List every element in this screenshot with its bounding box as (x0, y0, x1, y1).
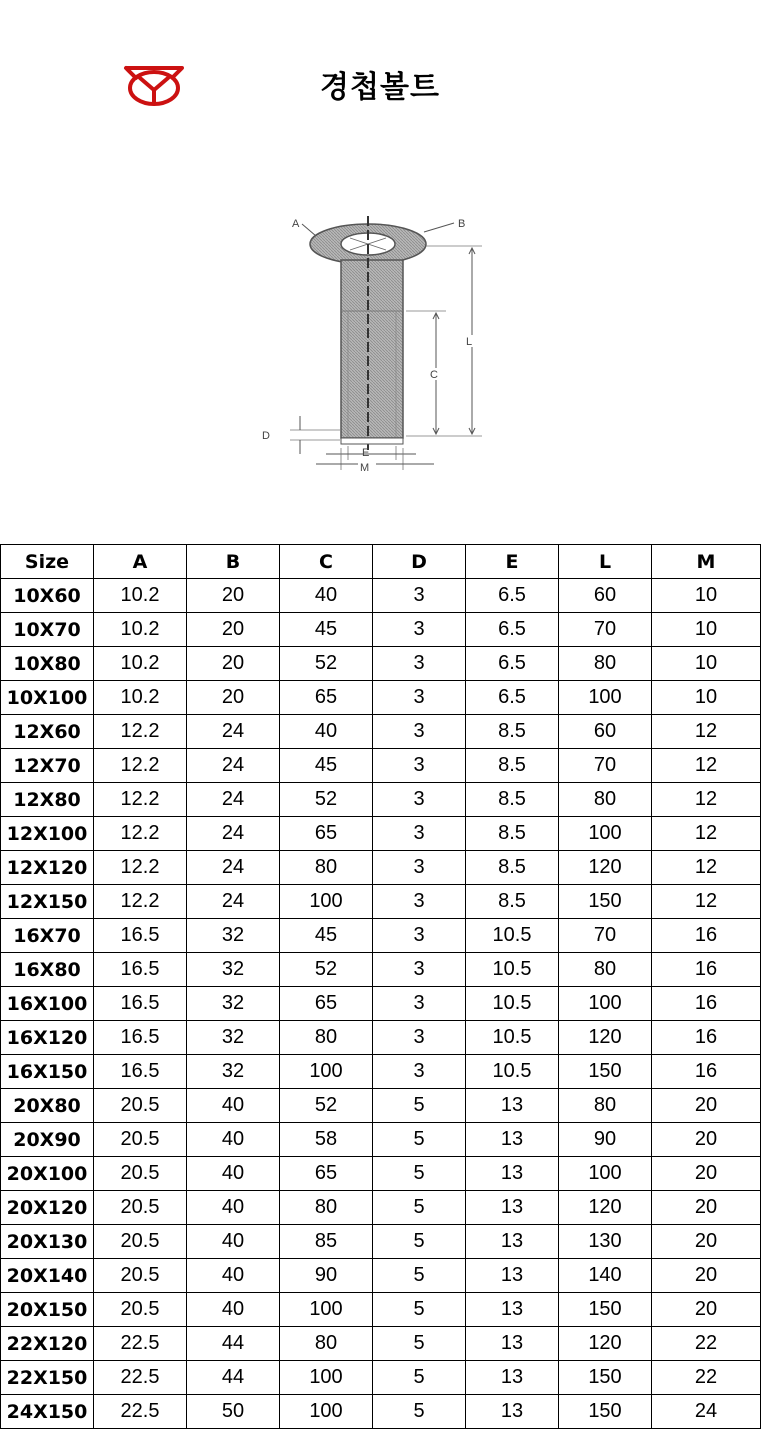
table-header-row (1, 545, 761, 579)
cell-m: 10 (652, 613, 761, 647)
cell-b: 40 (187, 1259, 280, 1293)
cell-a: 12.2 (94, 851, 187, 885)
cell-b: 20 (187, 681, 280, 715)
cell-a: 16.5 (94, 1055, 187, 1089)
cell-b: 40 (187, 1191, 280, 1225)
cell-e: 10.5 (466, 987, 559, 1021)
header-b: B (187, 545, 280, 579)
cell-l: 80 (559, 953, 652, 987)
cell-size: 12X80 (1, 783, 94, 817)
cell-l: 120 (559, 851, 652, 885)
cell-b: 40 (187, 1157, 280, 1191)
cell-e: 13 (466, 1259, 559, 1293)
cell-l: 70 (559, 749, 652, 783)
cell-m: 16 (652, 1055, 761, 1089)
cell-l: 80 (559, 647, 652, 681)
cell-c: 80 (280, 1191, 373, 1225)
table-row (1, 681, 761, 715)
cell-l: 100 (559, 1157, 652, 1191)
cell-c: 52 (280, 1089, 373, 1123)
cell-b: 40 (187, 1225, 280, 1259)
cell-size: 12X100 (1, 817, 94, 851)
table-row (1, 1361, 761, 1395)
cell-b: 32 (187, 987, 280, 1021)
cell-e: 13 (466, 1395, 559, 1429)
cell-a: 20.5 (94, 1225, 187, 1259)
cell-a: 20.5 (94, 1157, 187, 1191)
cell-c: 52 (280, 647, 373, 681)
cell-e: 6.5 (466, 579, 559, 613)
cell-d: 3 (373, 783, 466, 817)
cell-a: 12.2 (94, 749, 187, 783)
table-row (1, 953, 761, 987)
cell-e: 6.5 (466, 647, 559, 681)
cell-d: 3 (373, 953, 466, 987)
cell-a: 16.5 (94, 1021, 187, 1055)
cell-m: 20 (652, 1259, 761, 1293)
table-row (1, 1157, 761, 1191)
table-row (1, 817, 761, 851)
cell-d: 3 (373, 647, 466, 681)
cell-c: 65 (280, 817, 373, 851)
cell-d: 3 (373, 613, 466, 647)
table-row (1, 749, 761, 783)
cell-c: 100 (280, 1293, 373, 1327)
cell-b: 20 (187, 613, 280, 647)
cell-e: 13 (466, 1123, 559, 1157)
cell-d: 3 (373, 749, 466, 783)
cell-a: 12.2 (94, 783, 187, 817)
cell-d: 5 (373, 1157, 466, 1191)
cell-c: 52 (280, 783, 373, 817)
cell-a: 12.2 (94, 715, 187, 749)
cell-a: 22.5 (94, 1327, 187, 1361)
cell-m: 10 (652, 579, 761, 613)
cell-e: 10.5 (466, 919, 559, 953)
label-c: C (430, 369, 438, 381)
cell-e: 6.5 (466, 613, 559, 647)
hinge-bolt-diagram (256, 208, 506, 478)
cell-a: 10.2 (94, 647, 187, 681)
table-row (1, 647, 761, 681)
label-b: B (458, 218, 466, 230)
table-row (1, 783, 761, 817)
cell-e: 13 (466, 1191, 559, 1225)
table-row (1, 579, 761, 613)
cell-d: 3 (373, 817, 466, 851)
cell-m: 12 (652, 749, 761, 783)
table-row (1, 1089, 761, 1123)
cell-a: 20.5 (94, 1191, 187, 1225)
cell-b: 32 (187, 919, 280, 953)
cell-l: 80 (559, 1089, 652, 1123)
cell-m: 24 (652, 1395, 761, 1429)
cell-b: 32 (187, 1021, 280, 1055)
cell-d: 5 (373, 1395, 466, 1429)
cell-a: 20.5 (94, 1123, 187, 1157)
label-a: A (292, 218, 300, 230)
cell-c: 45 (280, 613, 373, 647)
cell-m: 20 (652, 1293, 761, 1327)
cell-size: 20X90 (1, 1123, 94, 1157)
cell-a: 20.5 (94, 1293, 187, 1327)
cell-b: 24 (187, 749, 280, 783)
cell-m: 22 (652, 1361, 761, 1395)
cell-d: 5 (373, 1259, 466, 1293)
cell-a: 12.2 (94, 817, 187, 851)
cell-a: 10.2 (94, 579, 187, 613)
cell-b: 40 (187, 1123, 280, 1157)
cell-l: 150 (559, 1395, 652, 1429)
header-e: E (466, 545, 559, 579)
cell-b: 24 (187, 851, 280, 885)
cell-size: 10X60 (1, 579, 94, 613)
label-m: M (360, 462, 370, 474)
cell-l: 150 (559, 1055, 652, 1089)
cell-l: 70 (559, 919, 652, 953)
cell-c: 52 (280, 953, 373, 987)
cell-e: 13 (466, 1157, 559, 1191)
cell-size: 10X70 (1, 613, 94, 647)
header-a: A (94, 545, 187, 579)
cell-e: 10.5 (466, 1055, 559, 1089)
cell-c: 80 (280, 1021, 373, 1055)
cell-c: 45 (280, 919, 373, 953)
cell-size: 16X80 (1, 953, 94, 987)
cell-size: 20X150 (1, 1293, 94, 1327)
table-row (1, 885, 761, 919)
cell-e: 8.5 (466, 749, 559, 783)
label-l: L (466, 336, 473, 348)
table-row (1, 613, 761, 647)
cell-l: 120 (559, 1191, 652, 1225)
cell-c: 65 (280, 681, 373, 715)
cell-a: 22.5 (94, 1361, 187, 1395)
cell-m: 16 (652, 953, 761, 987)
cell-l: 100 (559, 987, 652, 1021)
cell-d: 3 (373, 715, 466, 749)
cell-b: 24 (187, 783, 280, 817)
cell-m: 20 (652, 1089, 761, 1123)
cell-a: 16.5 (94, 987, 187, 1021)
cell-c: 65 (280, 1157, 373, 1191)
cell-c: 58 (280, 1123, 373, 1157)
cell-b: 44 (187, 1361, 280, 1395)
cell-c: 45 (280, 749, 373, 783)
cell-b: 40 (187, 1293, 280, 1327)
cell-c: 100 (280, 1055, 373, 1089)
header-l: L (559, 545, 652, 579)
cell-l: 100 (559, 681, 652, 715)
cell-e: 13 (466, 1293, 559, 1327)
cell-size: 22X150 (1, 1361, 94, 1395)
cell-d: 3 (373, 851, 466, 885)
cell-m: 20 (652, 1123, 761, 1157)
cell-c: 40 (280, 579, 373, 613)
cell-d: 3 (373, 1055, 466, 1089)
cell-d: 3 (373, 681, 466, 715)
table-row (1, 1293, 761, 1327)
spec-table (0, 544, 761, 1429)
cell-size: 16X100 (1, 987, 94, 1021)
table-row (1, 1021, 761, 1055)
cell-e: 13 (466, 1361, 559, 1395)
cell-size: 10X100 (1, 681, 94, 715)
cell-m: 22 (652, 1327, 761, 1361)
cell-size: 24X150 (1, 1395, 94, 1429)
table-row (1, 1259, 761, 1293)
cell-a: 16.5 (94, 953, 187, 987)
cell-a: 16.5 (94, 919, 187, 953)
header-d: D (373, 545, 466, 579)
cell-b: 20 (187, 647, 280, 681)
cell-a: 12.2 (94, 885, 187, 919)
cell-d: 3 (373, 579, 466, 613)
cell-e: 13 (466, 1225, 559, 1259)
cell-e: 8.5 (466, 885, 559, 919)
cell-m: 20 (652, 1191, 761, 1225)
cell-d: 5 (373, 1361, 466, 1395)
cell-c: 100 (280, 1361, 373, 1395)
cell-d: 5 (373, 1327, 466, 1361)
cell-size: 12X150 (1, 885, 94, 919)
cell-a: 22.5 (94, 1395, 187, 1429)
cell-c: 80 (280, 851, 373, 885)
cell-size: 20X140 (1, 1259, 94, 1293)
table-row (1, 1055, 761, 1089)
cell-b: 24 (187, 885, 280, 919)
cell-b: 24 (187, 715, 280, 749)
label-d: D (262, 430, 270, 442)
cell-e: 6.5 (466, 681, 559, 715)
cell-b: 40 (187, 1089, 280, 1123)
cell-size: 12X70 (1, 749, 94, 783)
cell-m: 16 (652, 919, 761, 953)
cell-e: 10.5 (466, 1021, 559, 1055)
cell-l: 120 (559, 1327, 652, 1361)
cell-size: 20X130 (1, 1225, 94, 1259)
cell-l: 60 (559, 579, 652, 613)
cell-size: 10X80 (1, 647, 94, 681)
table-row (1, 715, 761, 749)
cell-a: 20.5 (94, 1259, 187, 1293)
cell-l: 130 (559, 1225, 652, 1259)
cell-c: 80 (280, 1327, 373, 1361)
cell-m: 12 (652, 783, 761, 817)
cell-l: 70 (559, 613, 652, 647)
cell-l: 80 (559, 783, 652, 817)
cell-d: 5 (373, 1123, 466, 1157)
cell-e: 8.5 (466, 817, 559, 851)
cell-m: 16 (652, 1021, 761, 1055)
cell-l: 150 (559, 1293, 652, 1327)
cell-m: 12 (652, 715, 761, 749)
cell-size: 16X70 (1, 919, 94, 953)
cell-m: 10 (652, 681, 761, 715)
cell-c: 100 (280, 885, 373, 919)
cell-d: 3 (373, 987, 466, 1021)
page-title: 경첩볼트 (320, 70, 440, 105)
cell-size: 16X120 (1, 1021, 94, 1055)
cell-l: 150 (559, 885, 652, 919)
valve-logo-icon (122, 64, 186, 108)
cell-m: 20 (652, 1225, 761, 1259)
cell-size: 12X120 (1, 851, 94, 885)
cell-e: 10.5 (466, 953, 559, 987)
cell-b: 24 (187, 817, 280, 851)
cell-m: 20 (652, 1157, 761, 1191)
cell-size: 20X80 (1, 1089, 94, 1123)
cell-b: 50 (187, 1395, 280, 1429)
table-row (1, 851, 761, 885)
cell-b: 32 (187, 1055, 280, 1089)
cell-d: 3 (373, 885, 466, 919)
cell-size: 20X120 (1, 1191, 94, 1225)
cell-l: 120 (559, 1021, 652, 1055)
header-size: Size (1, 545, 94, 579)
cell-m: 12 (652, 817, 761, 851)
cell-e: 8.5 (466, 783, 559, 817)
cell-l: 150 (559, 1361, 652, 1395)
cell-m: 12 (652, 885, 761, 919)
table-row (1, 1191, 761, 1225)
cell-size: 22X120 (1, 1327, 94, 1361)
cell-c: 90 (280, 1259, 373, 1293)
cell-b: 32 (187, 953, 280, 987)
cell-d: 5 (373, 1089, 466, 1123)
cell-d: 3 (373, 919, 466, 953)
table-row (1, 919, 761, 953)
cell-l: 140 (559, 1259, 652, 1293)
cell-c: 85 (280, 1225, 373, 1259)
cell-e: 8.5 (466, 851, 559, 885)
cell-e: 13 (466, 1089, 559, 1123)
table-row (1, 1123, 761, 1157)
table-row (1, 987, 761, 1021)
cell-c: 65 (280, 987, 373, 1021)
cell-a: 10.2 (94, 681, 187, 715)
cell-size: 20X100 (1, 1157, 94, 1191)
cell-d: 5 (373, 1225, 466, 1259)
cell-d: 3 (373, 1021, 466, 1055)
cell-b: 44 (187, 1327, 280, 1361)
cell-b: 20 (187, 579, 280, 613)
cell-d: 5 (373, 1191, 466, 1225)
table-row (1, 1395, 761, 1429)
label-e: E (362, 447, 370, 459)
cell-l: 90 (559, 1123, 652, 1157)
table-row (1, 1327, 761, 1361)
cell-e: 13 (466, 1327, 559, 1361)
cell-m: 16 (652, 987, 761, 1021)
cell-c: 40 (280, 715, 373, 749)
cell-a: 10.2 (94, 613, 187, 647)
cell-e: 8.5 (466, 715, 559, 749)
header-c: C (280, 545, 373, 579)
cell-m: 10 (652, 647, 761, 681)
cell-m: 12 (652, 851, 761, 885)
cell-size: 16X150 (1, 1055, 94, 1089)
cell-l: 100 (559, 817, 652, 851)
table-row (1, 1225, 761, 1259)
cell-a: 20.5 (94, 1089, 187, 1123)
cell-d: 5 (373, 1293, 466, 1327)
header-m: M (652, 545, 761, 579)
cell-size: 12X60 (1, 715, 94, 749)
cell-l: 60 (559, 715, 652, 749)
cell-c: 100 (280, 1395, 373, 1429)
